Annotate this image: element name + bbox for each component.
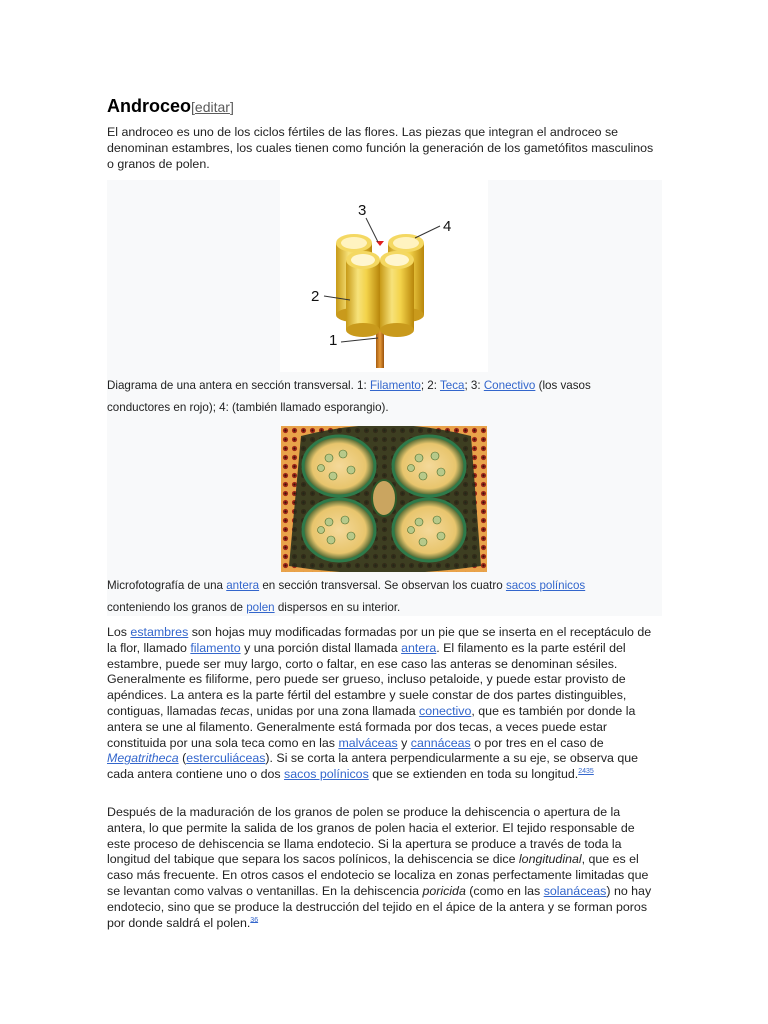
paragraph-dehiscencia	[107, 805, 659, 931]
caption-text: en sección transversal. Se observan los cuatro	[259, 579, 506, 592]
term-longitudinal: longitudinal	[518, 852, 582, 867]
diagram-label-4: 4	[443, 218, 452, 235]
text-span: y	[397, 735, 411, 750]
link-filamento-body[interactable]: filamento	[190, 640, 241, 655]
link-solanaceas[interactable]: solanáceas	[543, 883, 607, 898]
link-megatritheca[interactable]: Megatritheca	[107, 751, 179, 766]
paragraph-estambres	[107, 625, 659, 783]
link-esterculiaceas[interactable]: esterculiáceas	[186, 751, 266, 766]
link-teca[interactable]: Teca	[439, 379, 465, 392]
text-span: son hojas muy modificadas formadas por un pie que se inserta en el receptáculo de la flor, llamado	[107, 625, 652, 655]
section-title: Androceo	[107, 96, 192, 116]
pollen-sac-bottom-left	[303, 499, 375, 561]
caption-text: (los vasos conductores en rojo); 4: (también llamado esporangio).	[107, 379, 591, 414]
caption-text: ; 3:	[464, 379, 484, 392]
text-span: , unidas por una zona llamada	[249, 703, 420, 718]
text-span: o por tres en el caso de	[470, 735, 604, 750]
edit-bracket-open: [	[191, 99, 195, 115]
link-conectivo[interactable]: Conectivo	[483, 379, 536, 392]
figure2-caption	[107, 575, 647, 619]
theca-front-right	[380, 251, 414, 337]
diagram-label-1: 1	[329, 332, 338, 349]
anther-micrograph	[281, 426, 487, 572]
intro-text: El androceo es uno de los ciclos fértiles de las flores. Las piezas que integran el androceo se denominan estambres, los cuales tienen como función la generación de los gametófitos masculinos o granos de polen.	[107, 125, 654, 171]
theca-front-left	[346, 251, 380, 337]
text-span: . El filamento es la parte estéril del estambre, puede ser muy largo, corto o faltar, en ese caso las anteras se denominan sésiles. Generalmente es filiforme, pero puede ser grueso, incluso petaloide, y puede estar provisto de apéndices. La antera es la parte fértil del estambre y suele constar de dos partes distinguibles, contiguas, llamadas	[107, 640, 627, 718]
caption-text: ; 2:	[420, 379, 440, 392]
leader-line-1	[341, 338, 378, 342]
caption-text: conteniendo los granos de	[107, 601, 247, 614]
text-span: (como en las	[465, 883, 544, 898]
anther-diagram	[280, 180, 488, 372]
reference-link-36[interactable]: 36	[250, 916, 259, 924]
intro-paragraph	[107, 125, 659, 172]
link-sacos-polinicos[interactable]: sacos polínicos	[505, 579, 586, 592]
link-malvaceas[interactable]: malváceas	[338, 735, 398, 750]
link-cannaceas[interactable]: cannáceas	[410, 735, 471, 750]
reference-link-2435[interactable]: 2435	[578, 768, 594, 776]
link-conectivo-body[interactable]: conectivo	[419, 703, 472, 718]
link-filamento[interactable]: Filamento	[369, 379, 421, 392]
text-span: , que es el caso más frecuente. En otros casos el endotecio se localiza en zonas perfectamente limitadas que se levantan como valvas o ventanillas. En la dehiscencia	[107, 852, 649, 898]
caption-text: dispersos en su interior.	[274, 601, 401, 614]
text-span: ). Si se corta la antera perpendicularmente a su eje, se observa que cada antera contiene uno o dos	[107, 751, 639, 782]
caption-text: Microfotografía de una	[107, 579, 227, 592]
link-estambres[interactable]: estambres	[130, 625, 189, 639]
text-span: Después de la maduración de los granos de polen se produce la dehiscencia o apertura de la antera, lo que permite la salida de los granos de polen hacia el exterior. El tejido responsable de este proceso de dehiscencia se llama endotecio. Si la apertura se produce a través de toda la longitud del tabique que separa los sacos polínicos, la dehiscencia se dice	[107, 805, 635, 867]
edit-bracket-close: ]	[229, 99, 234, 115]
section-heading	[107, 96, 234, 117]
pollen-sac-top-left	[303, 436, 375, 496]
anther-diagram-image	[280, 180, 488, 372]
connective-tissue	[372, 480, 396, 516]
text-span: y una porción distal llamada	[240, 640, 402, 655]
term-tecas: tecas	[219, 703, 250, 718]
connective-vessel-icon	[376, 241, 384, 246]
term-poricida: poricida	[422, 883, 466, 898]
figure1-caption	[107, 375, 647, 419]
diagram-label-3: 3	[358, 202, 367, 219]
anther-micrograph-image	[281, 426, 487, 572]
caption-text: Diagrama de una antera en sección transversal. 1:	[107, 379, 370, 392]
edit-link[interactable]: editar	[194, 99, 230, 115]
paragraph-text	[107, 625, 659, 783]
paragraph-text	[107, 805, 659, 931]
link-sacos-polinicos-body[interactable]: sacos polínicos	[284, 767, 369, 782]
link-antera-body[interactable]: antera	[401, 640, 437, 655]
pollen-sac-top-right	[393, 436, 465, 496]
text-span: , que es también por donde la antera se une al filamento. Generalmente está formada por dos tecas, a veces puede estar constituida por una sola teca como en las	[107, 703, 636, 750]
text-span: ) no hay endotecio, sino que se produce la destrucción del tejido en el ápice de la antera y se forman poros por donde saldrá el polen.	[107, 883, 652, 930]
diagram-label-2: 2	[311, 288, 320, 305]
text-span: Los	[107, 625, 131, 639]
link-polen[interactable]: polen	[246, 601, 275, 614]
pollen-sac-bottom-right	[393, 499, 465, 561]
text-span: (	[178, 751, 187, 766]
leader-line-4	[415, 226, 440, 238]
link-antera[interactable]: antera	[226, 579, 260, 592]
text-span: que se extienden en toda su longitud.	[368, 767, 579, 782]
